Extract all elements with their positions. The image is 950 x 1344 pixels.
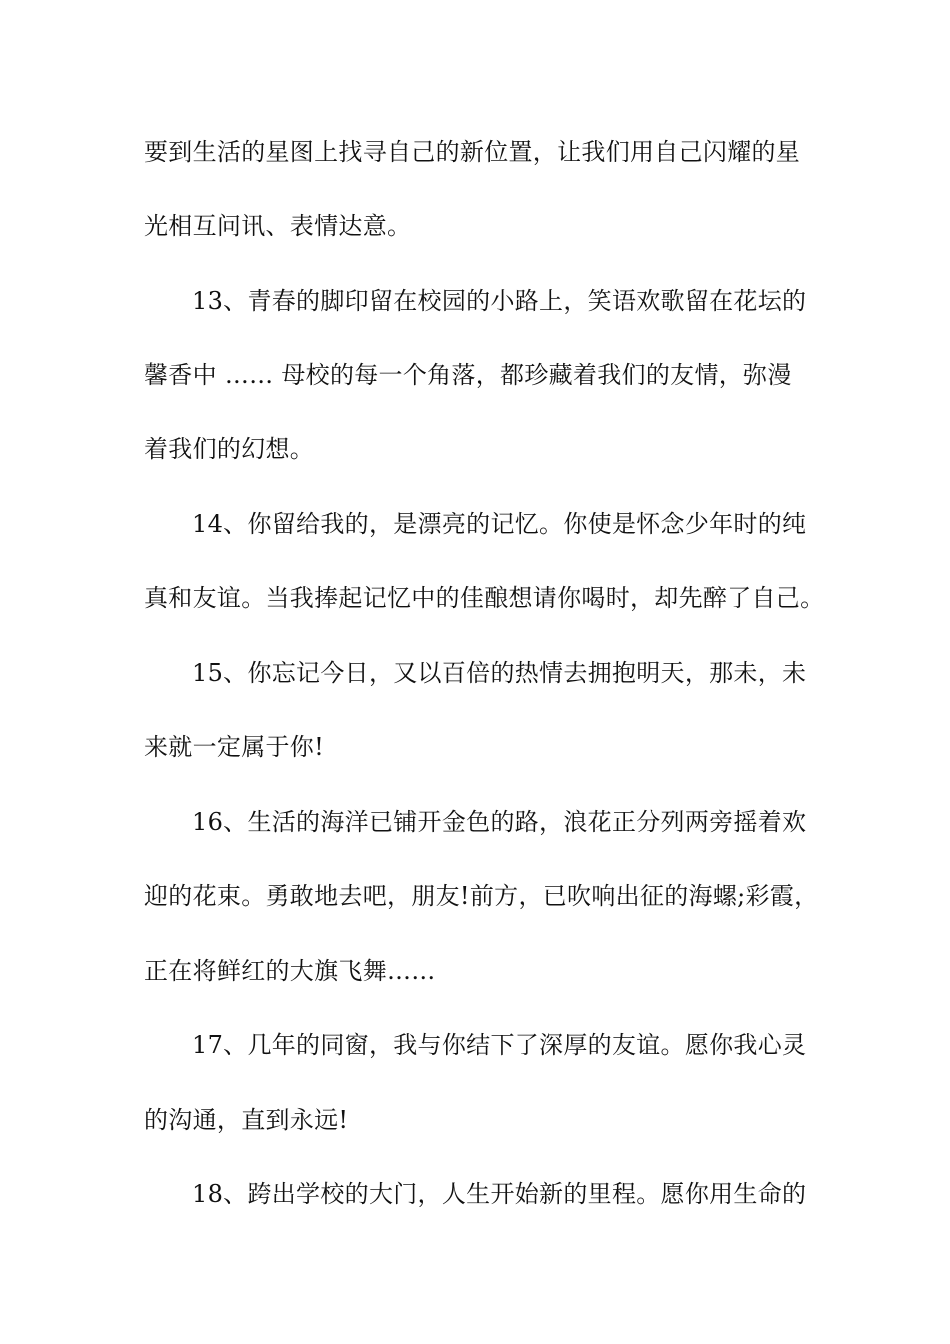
paragraph-15-start: 15、你忘记今日，又以百倍的热情去拥抱明天，那未，未	[192, 659, 807, 687]
text-line: 来就一定属于你!	[144, 733, 325, 761]
text-line: 着我们的幻想。	[144, 435, 315, 463]
text-line: 馨香中 …… 母校的每一个角落，都珍藏着我们的友情，弥漫	[144, 361, 792, 389]
text-line: 光相互问讯、表情达意。	[144, 212, 412, 240]
text-line: 的沟通，直到永远!	[144, 1106, 349, 1134]
paragraph-16-start: 16、生活的海洋已铺开金色的路，浪花正分列两旁摇着欢	[192, 808, 807, 836]
paragraph-17-start: 17、几年的同窗，我与你结下了深厚的友谊。愿你我心灵	[192, 1031, 807, 1059]
paragraph-18-start: 18、跨出学校的大门，人生开始新的里程。愿你用生命的	[192, 1180, 807, 1208]
text-line: 真和友谊。当我捧起记忆中的佳酿想请你喝时，却先醉了自己。	[144, 584, 825, 612]
paragraph-13-start: 13、青春的脚印留在校园的小路上，笑语欢歌留在花坛的	[192, 287, 807, 315]
text-line: 要到生活的星图上找寻自己的新位置，让我们用自己闪耀的星	[144, 138, 801, 166]
text-line: 迎的花束。勇敢地去吧，朋友!前方，已吹响出征的海螺;彩霞，	[144, 882, 819, 910]
text-line: 正在将鲜红的大旗飞舞……	[144, 957, 436, 985]
paragraph-14-start: 14、你留给我的，是漂亮的记忆。你使是怀念少年时的纯	[192, 510, 807, 538]
